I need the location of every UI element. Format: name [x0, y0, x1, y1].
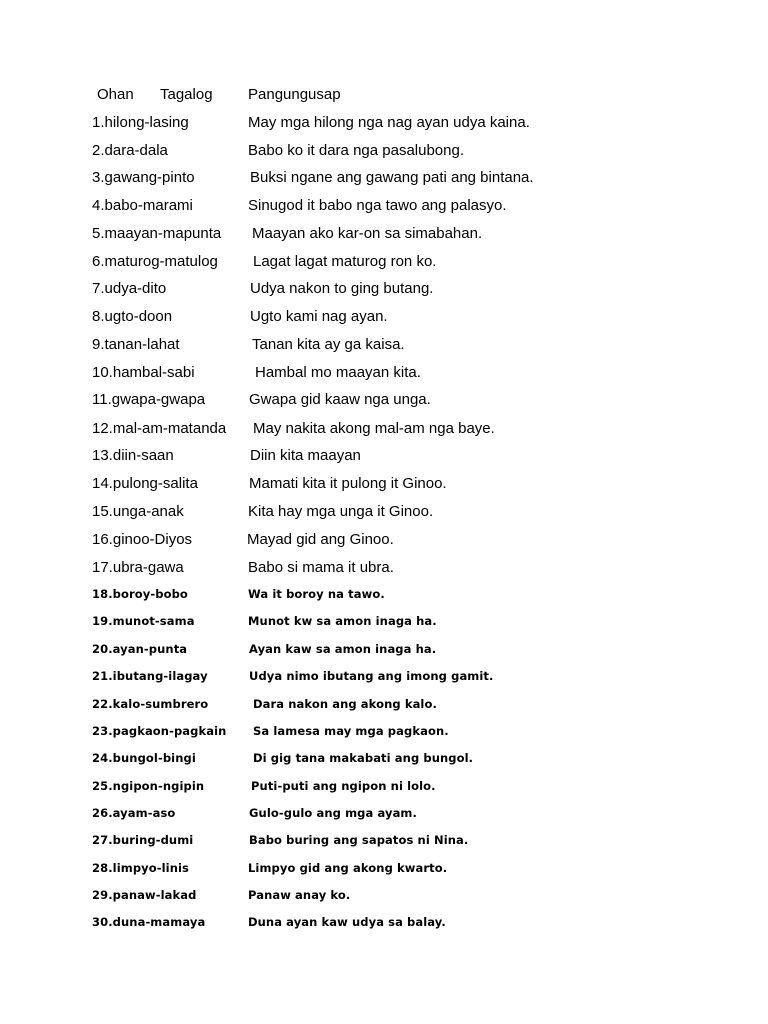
- example-sentence: Babo si mama it ubra.: [248, 559, 394, 576]
- term-pair: 8.ugto-doon: [92, 308, 173, 325]
- list-item: [0, 587, 768, 605]
- term-pair: 29.panaw-lakad: [92, 888, 197, 902]
- example-sentence: Buksi ngane ang gawang pati ang bintana.: [250, 169, 534, 186]
- list-item: [0, 614, 768, 632]
- list-item: [0, 308, 768, 330]
- term-pair: 22.kalo-sumbrero: [92, 697, 209, 711]
- list-item: [0, 197, 768, 219]
- example-sentence: May mga hilong nga nag ayan udya kaina.: [248, 114, 530, 131]
- list-item: [0, 531, 768, 553]
- example-sentence: Udya nimo ibutang ang imong gamit.: [249, 669, 494, 683]
- list-item: [0, 559, 768, 581]
- term-pair: 1.hilong-lasing: [92, 114, 189, 131]
- list-item: [0, 888, 768, 906]
- list-item: [0, 669, 768, 687]
- example-sentence: Tanan kita ay ga kaisa.: [252, 336, 405, 353]
- example-sentence: Di gig tana makabati ang bungol.: [253, 751, 474, 765]
- term-pair: 17.ubra-gawa: [92, 559, 184, 576]
- list-item: [0, 391, 768, 413]
- example-sentence: Lagat lagat maturog ron ko.: [253, 253, 437, 270]
- list-item: [0, 697, 768, 715]
- example-sentence: Munot kw sa amon inaga ha.: [248, 614, 437, 628]
- term-pair: 19.munot-sama: [92, 614, 195, 628]
- list-item: [0, 336, 768, 358]
- example-sentence: Gulo-gulo ang mga ayam.: [249, 806, 417, 820]
- example-sentence: Dara nakon ang akong kalo.: [253, 697, 437, 711]
- example-sentence: Ugto kami nag ayan.: [250, 308, 388, 325]
- term-pair: 18.boroy-bobo: [92, 587, 188, 601]
- list-item: [0, 475, 768, 497]
- term-pair: 25.ngipon-ngipin: [92, 779, 205, 793]
- term-pair: 15.unga-anak: [92, 503, 184, 520]
- list-item: [0, 142, 768, 164]
- column-header-ohan: Ohan: [97, 86, 134, 103]
- term-pair: 16.ginoo-Diyos: [92, 531, 193, 548]
- list-item: [0, 169, 768, 191]
- term-pair: 6.maturog-matulog: [92, 253, 218, 270]
- list-item: [0, 724, 768, 742]
- example-sentence: Maayan ako kar-on sa simabahan.: [252, 225, 483, 242]
- term-pair: 9.tanan-lahat: [92, 336, 180, 353]
- term-pair: 27.buring-dumi: [92, 833, 194, 847]
- example-sentence: Babo ko it dara nga pasalubong.: [248, 142, 464, 159]
- example-sentence: Sinugod it babo nga tawo ang palasyo.: [248, 197, 507, 214]
- term-pair: 10.hambal-sabi: [92, 364, 195, 381]
- term-pair: 3.gawang-pinto: [92, 169, 195, 186]
- term-pair: 14.pulong-salita: [92, 475, 198, 492]
- example-sentence: Sa lamesa may mga pagkaon.: [253, 724, 449, 738]
- list-item: [0, 420, 768, 442]
- column-header-row: [0, 86, 768, 108]
- example-sentence: Wa it boroy na tawo.: [248, 587, 385, 601]
- term-pair: 20.ayan-punta: [92, 642, 188, 656]
- term-pair: 2.dara-dala: [92, 142, 168, 159]
- list-item: [0, 915, 768, 933]
- term-pair: 26.ayam-aso: [92, 806, 176, 820]
- example-sentence: Mayad gid ang Ginoo.: [247, 531, 394, 548]
- list-item: [0, 806, 768, 824]
- example-sentence: Duna ayan kaw udya sa balay.: [248, 915, 446, 929]
- term-pair: 30.duna-mamaya: [92, 915, 206, 929]
- term-pair: 13.diin-saan: [92, 447, 174, 464]
- list-item: [0, 253, 768, 275]
- term-pair: 5.maayan-mapunta: [92, 225, 222, 242]
- example-sentence: Diin kita maayan: [250, 447, 361, 464]
- list-item: [0, 503, 768, 525]
- list-item: [0, 447, 768, 469]
- list-item: [0, 833, 768, 851]
- example-sentence: Hambal mo maayan kita.: [255, 364, 421, 381]
- example-sentence: Puti-puti ang ngipon ni lolo.: [251, 779, 436, 793]
- term-pair: 23.pagkaon-pagkain: [92, 724, 227, 738]
- list-item: [0, 225, 768, 247]
- example-sentence: Kita hay mga unga it Ginoo.: [248, 503, 434, 520]
- term-pair: 4.babo-marami: [92, 197, 193, 214]
- list-item: [0, 642, 768, 660]
- example-sentence: Panaw anay ko.: [248, 888, 351, 902]
- example-sentence: Limpyo gid ang akong kwarto.: [248, 861, 448, 875]
- list-item: [0, 364, 768, 386]
- example-sentence: May nakita akong mal-am nga baye.: [253, 420, 495, 437]
- list-item: [0, 779, 768, 797]
- list-item: [0, 280, 768, 302]
- column-header-tagalog: Tagalog: [160, 86, 213, 103]
- term-pair: 21.ibutang-ilagay: [92, 669, 208, 683]
- example-sentence: Ayan kaw sa amon inaga ha.: [249, 642, 437, 656]
- column-header-pangungusap: Pangungusap: [248, 86, 341, 103]
- term-pair: 7.udya-dito: [92, 280, 167, 297]
- term-pair: 11.gwapa-gwapa: [92, 391, 206, 408]
- list-item: [0, 861, 768, 879]
- term-pair: 12.mal-am-matanda: [92, 420, 227, 437]
- example-sentence: Gwapa gid kaaw nga unga.: [249, 391, 431, 408]
- list-item: [0, 751, 768, 769]
- list-item: [0, 114, 768, 136]
- example-sentence: Mamati kita it pulong it Ginoo.: [249, 475, 447, 492]
- term-pair: 24.bungol-bingi: [92, 751, 196, 765]
- term-pair: 28.limpyo-linis: [92, 861, 189, 875]
- example-sentence: Udya nakon to ging butang.: [250, 280, 434, 297]
- example-sentence: Babo buring ang sapatos ni Nina.: [249, 833, 469, 847]
